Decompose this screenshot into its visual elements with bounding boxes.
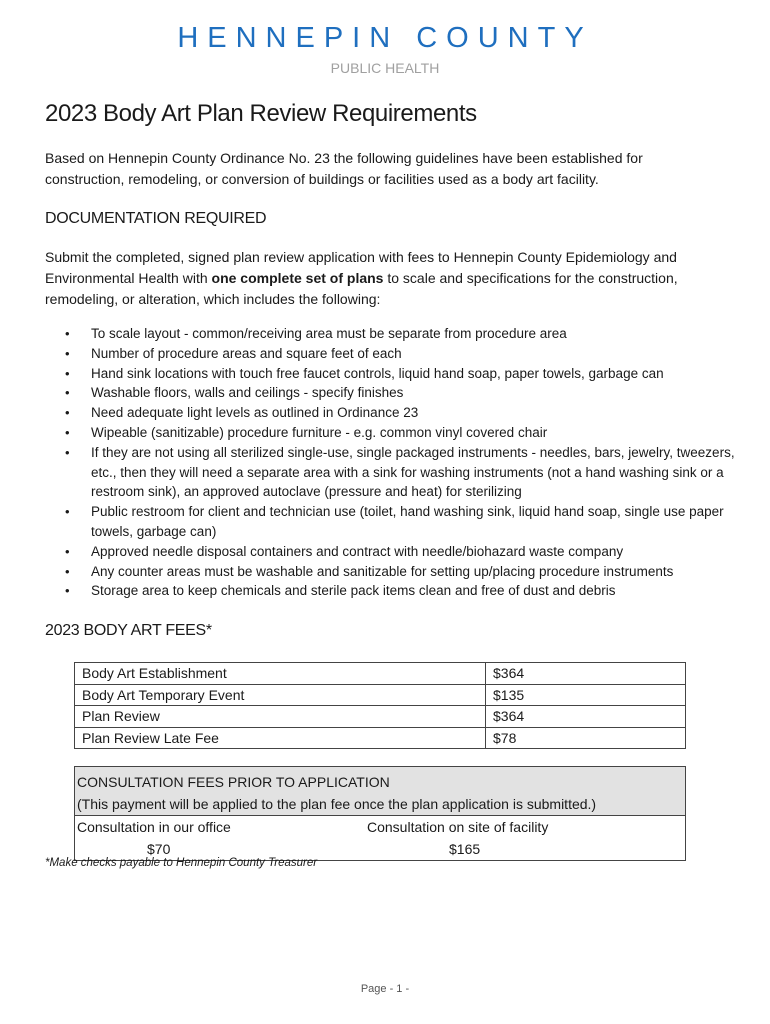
- org-name: HENNEPIN COUNTY: [177, 22, 593, 54]
- consultation-subheading: (This payment will be applied to the plan fee once the plan application is submitted.): [77, 796, 597, 812]
- consultation-labels-row: [75, 816, 685, 838]
- list-item: • Number of procedure areas and square feet of each: [45, 344, 735, 364]
- list-item: • Storage area to keep chemicals and sterile pack items clean and free of dust and debris: [45, 581, 735, 601]
- list-item: • Hand sink locations with touch free faucet controls, liquid hand soap, paper towels, garbage can: [45, 364, 735, 384]
- list-item: • Need adequate light levels as outlined in Ordinance 23: [45, 403, 735, 423]
- list-item: • Wipeable (sanitizable) procedure furniture - e.g. common vinyl covered chair: [45, 423, 735, 443]
- table-row: [75, 663, 686, 685]
- fees-heading: 2023 BODY ART FEES*: [45, 622, 212, 639]
- list-item: • Washable floors, walls and ceilings - specify finishes: [45, 383, 735, 403]
- list-item: • Any counter areas must be washable and sanitizable for setting up/placing procedure instruments: [45, 562, 735, 582]
- department-name: PUBLIC HEALTH: [330, 60, 440, 76]
- documentation-text-after: to scale and specifications for the construction, remodeling, or alteration, which includes the following:: [45, 270, 678, 307]
- consultation-header: [75, 767, 685, 816]
- consultation-heading: CONSULTATION FEES PRIOR TO APPLICATION: [77, 774, 390, 790]
- consultation-onsite-amount: $165: [449, 841, 481, 857]
- documentation-paragraph: [45, 247, 725, 310]
- fee-label: Plan Review Late Fee: [75, 727, 486, 749]
- list-item: • Approved needle disposal containers and contract with needle/biohazard waste company: [45, 542, 735, 562]
- fee-amount: $364: [486, 706, 686, 728]
- requirements-list: [45, 324, 735, 601]
- page-number: Page - 1 -: [360, 983, 410, 995]
- list-item: • To scale layout - common/receiving area must be separate from procedure area: [45, 324, 735, 344]
- fee-label: Body Art Establishment: [75, 663, 486, 685]
- payment-note: *Make checks payable to Hennepin County Treasurer: [45, 857, 318, 869]
- fee-amount: $135: [486, 684, 686, 706]
- fee-amount: $78: [486, 727, 686, 749]
- documentation-text-bold: one complete set of plans: [211, 270, 384, 286]
- consultation-office-amount: $70: [147, 841, 171, 857]
- fee-label: Plan Review: [75, 706, 486, 728]
- table-row: [75, 706, 686, 728]
- list-item: • Public restroom for client and technician use (toilet, hand washing sink, liquid hand soap, single use paper towels, garbage can): [45, 502, 735, 542]
- page-title: 2023 Body Art Plan Review Requirements: [45, 100, 477, 127]
- consultation-fees-box: [74, 766, 686, 861]
- list-item: • If they are not using all sterilized single-use, single packaged instruments - needles, bars, jewelry, tweezers, etc., then they will need a separate area with a sink for washing instruments (not a hand washing sink or a restroom sink), an approved autoclave (pressure and heat) for sterilizing: [45, 443, 735, 502]
- table-row: [75, 684, 686, 706]
- table-row: [75, 727, 686, 749]
- fee-label: Body Art Temporary Event: [75, 684, 486, 706]
- fees-table: [74, 662, 686, 749]
- consultation-office-label: Consultation in our office: [77, 819, 231, 835]
- intro-paragraph: Based on Hennepin County Ordinance No. 23 the following guidelines have been established for construction, remodeling, or conversion of buildings or facilities used as a body art facility.: [45, 150, 643, 187]
- consultation-onsite-label: Consultation on site of facility: [367, 819, 549, 835]
- fee-amount: $364: [486, 663, 686, 685]
- documentation-heading: DOCUMENTATION REQUIRED: [45, 210, 267, 227]
- documentation-text-before: Submit the completed, signed plan review application with fees to Hennepin County Epidemiology and Environmental Health with: [45, 249, 677, 286]
